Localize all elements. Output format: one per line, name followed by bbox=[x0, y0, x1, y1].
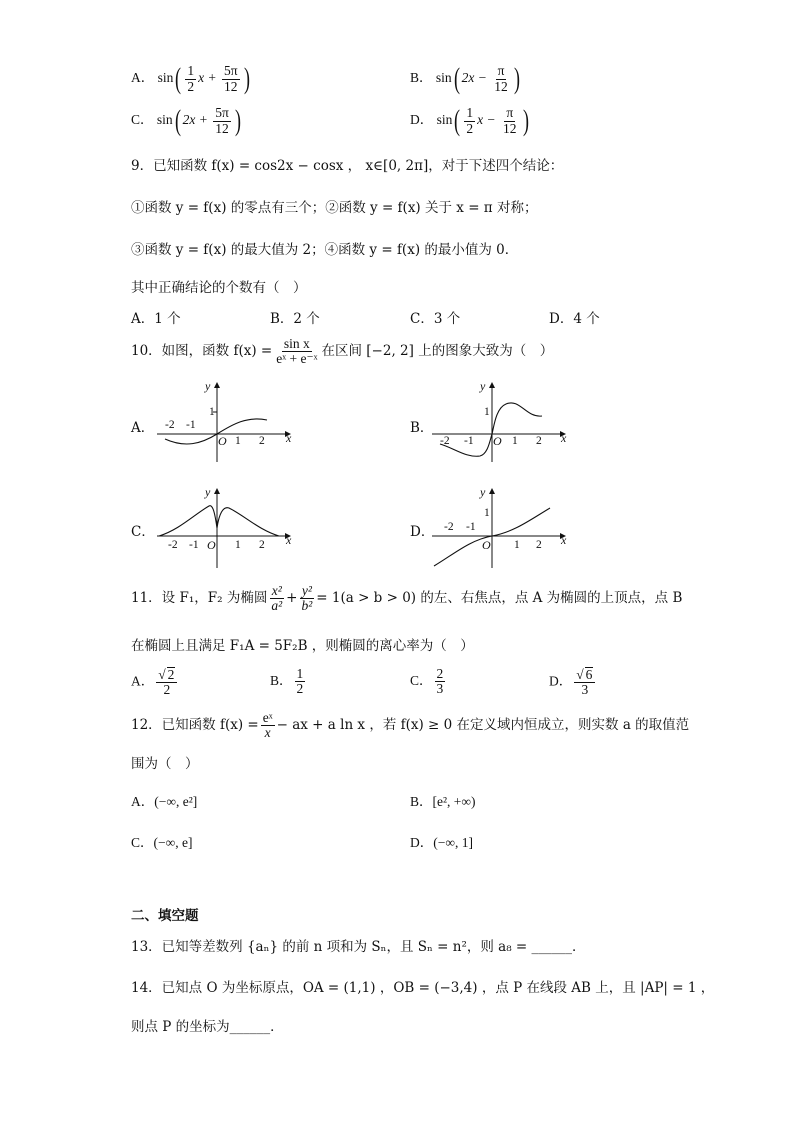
tick-y-1: 1 bbox=[209, 406, 215, 418]
q10-stem: 10．如图，函数 f(x) = $\frac{\text{sin x}}{\text{eˣ + e⁻ˣ}}$ 在区间 [−2, 2] 上的图象大致为（ ） bbox=[131, 336, 554, 367]
origin-label: O bbox=[482, 538, 491, 552]
origin-label: O bbox=[493, 434, 502, 448]
tick-x-m1: -1 bbox=[466, 521, 476, 533]
y-axis-label: y bbox=[205, 485, 211, 499]
y-axis-label: y bbox=[480, 379, 486, 393]
tick-y-1: 1 bbox=[484, 507, 490, 519]
q8-option-d: D． sin( $\frac{1}{2}$ x − $\frac{\pi}{12}$ ) bbox=[410, 104, 529, 137]
q12-stem-line1: 12．已知函数 f(x) = $\frac{\text{eˣ}}{x}$ − ax + a ln x ，若 f(x) ≥ 0 在定义域内恒成立，则实数 a 的取值范 bbox=[131, 710, 690, 741]
q12-option-c: C．(−∞, e] bbox=[131, 835, 193, 850]
tick-x-m1: -1 bbox=[186, 419, 196, 431]
tick-x-m2: -2 bbox=[440, 435, 450, 447]
q12-option-a: A．(−∞, e²] bbox=[131, 794, 198, 809]
tick-x-m2: -2 bbox=[444, 521, 454, 533]
q11-option-a: A． $\frac{√ 2}{2}$ bbox=[131, 667, 179, 697]
tick-x-1: 1 bbox=[235, 435, 241, 447]
q14-line1: 14．已知点 O 为坐标原点，OA = (1,1) ，OB = (−3,4) ，点 P 在线段 AB 上，且 |AP| = 1 ， bbox=[131, 980, 715, 996]
q8-option-a: A． sin( $\frac{1}{2}$ x + $\frac{5\pi}{12}$ ) bbox=[131, 62, 250, 95]
q10-label-d: D． bbox=[410, 524, 435, 540]
y-axis-label: y bbox=[205, 379, 211, 393]
q10-graph-a bbox=[155, 378, 295, 472]
q8-option-b: B． sin( 2x − $\frac{\pi}{12}$ ) bbox=[410, 62, 520, 95]
tick-x-2: 2 bbox=[259, 435, 265, 447]
q8-option-c: C． sin( 2x + $\frac{5\pi}{12}$ ) bbox=[131, 104, 241, 137]
q11-stem-line1: 11．设 F₁，F₂ 为椭圆 $\frac{\text{x²}}{\text{a²}}$ + $\frac{\text{y²}}{\text{b²}}$ = 1(a > b > 0) 的左、右焦点，点 A 为椭圆的上顶点，点 B bbox=[131, 583, 683, 614]
q14-line2: 则点 P 的坐标为______． bbox=[131, 1019, 284, 1035]
tick-x-m1: -1 bbox=[464, 435, 474, 447]
q9-conclusions-2: ③函数 y = f(x) 的最大值为 2；④函数 y = f(x) 的最小值为 0． bbox=[131, 242, 519, 258]
q9-conclusions-1: ①函数 y = f(x) 的零点有三个；②函数 y = f(x) 关于 x = π 对称； bbox=[131, 200, 538, 216]
tick-x-2: 2 bbox=[259, 539, 265, 551]
q12-option-d: D．(−∞, 1] bbox=[410, 835, 473, 850]
x-axis-label: x bbox=[286, 431, 292, 445]
q12-stem-line2: 围为（ ） bbox=[131, 756, 199, 772]
section-title: 二、填空题 bbox=[131, 908, 199, 924]
q10-label-a: A． bbox=[131, 420, 155, 436]
q10-label-c: C． bbox=[131, 524, 155, 540]
tick-x-2: 2 bbox=[536, 539, 542, 551]
q11-stem-line2: 在椭圆上且满足 F₁A = 5F₂B ，则椭圆的离心率为（ ） bbox=[131, 638, 474, 654]
q10-graph-b bbox=[430, 378, 570, 472]
tick-x-1: 1 bbox=[512, 435, 518, 447]
tick-x-1: 1 bbox=[235, 539, 241, 551]
q9-option-a: A．1 个 bbox=[131, 311, 181, 327]
q13: 13．已知等差数列 {aₙ} 的前 n 项和为 Sₙ，且 Sₙ = n²，则 a₈ = ______． bbox=[131, 939, 586, 955]
curve-c bbox=[159, 506, 279, 536]
y-axis-label: y bbox=[480, 485, 486, 499]
q9-ask: 其中正确结论的个数有（ ） bbox=[131, 280, 307, 296]
q11-option-c: C． $\frac{2}{3}$ bbox=[410, 666, 444, 697]
tick-x-m2: -2 bbox=[165, 419, 175, 431]
origin-label: O bbox=[207, 538, 216, 552]
q9-option-d: D．4 个 bbox=[549, 311, 600, 327]
x-axis-label: x bbox=[286, 533, 292, 547]
q10-graph-c bbox=[155, 484, 295, 578]
x-axis-label: x bbox=[561, 431, 567, 445]
tick-x-2: 2 bbox=[536, 435, 542, 447]
tick-x-1: 1 bbox=[514, 539, 520, 551]
q10-graph-d bbox=[430, 484, 570, 578]
curve-b bbox=[440, 403, 542, 456]
q12-option-b: B．[e², +∞) bbox=[410, 794, 476, 809]
q9-option-c: C．3 个 bbox=[410, 311, 461, 327]
x-axis-label: x bbox=[561, 533, 567, 547]
q11-option-d: D． $\frac{√ 6}{3}$ bbox=[549, 667, 597, 697]
tick-x-m1: -1 bbox=[189, 539, 199, 551]
q11-option-b: B． $\frac{1}{2}$ bbox=[270, 666, 304, 697]
q10-label-b: B． bbox=[410, 420, 434, 436]
tick-y-1: 1 bbox=[484, 406, 490, 418]
q9-option-b: B．2 个 bbox=[270, 311, 320, 327]
q9-stem: 9．已知函数 f(x) = cos2x − cosx ， x∈[0, 2π]，对于下述四个结论： bbox=[131, 158, 564, 174]
tick-x-m2: -2 bbox=[168, 539, 178, 551]
origin-label: O bbox=[218, 434, 227, 448]
curve-a bbox=[165, 419, 267, 444]
